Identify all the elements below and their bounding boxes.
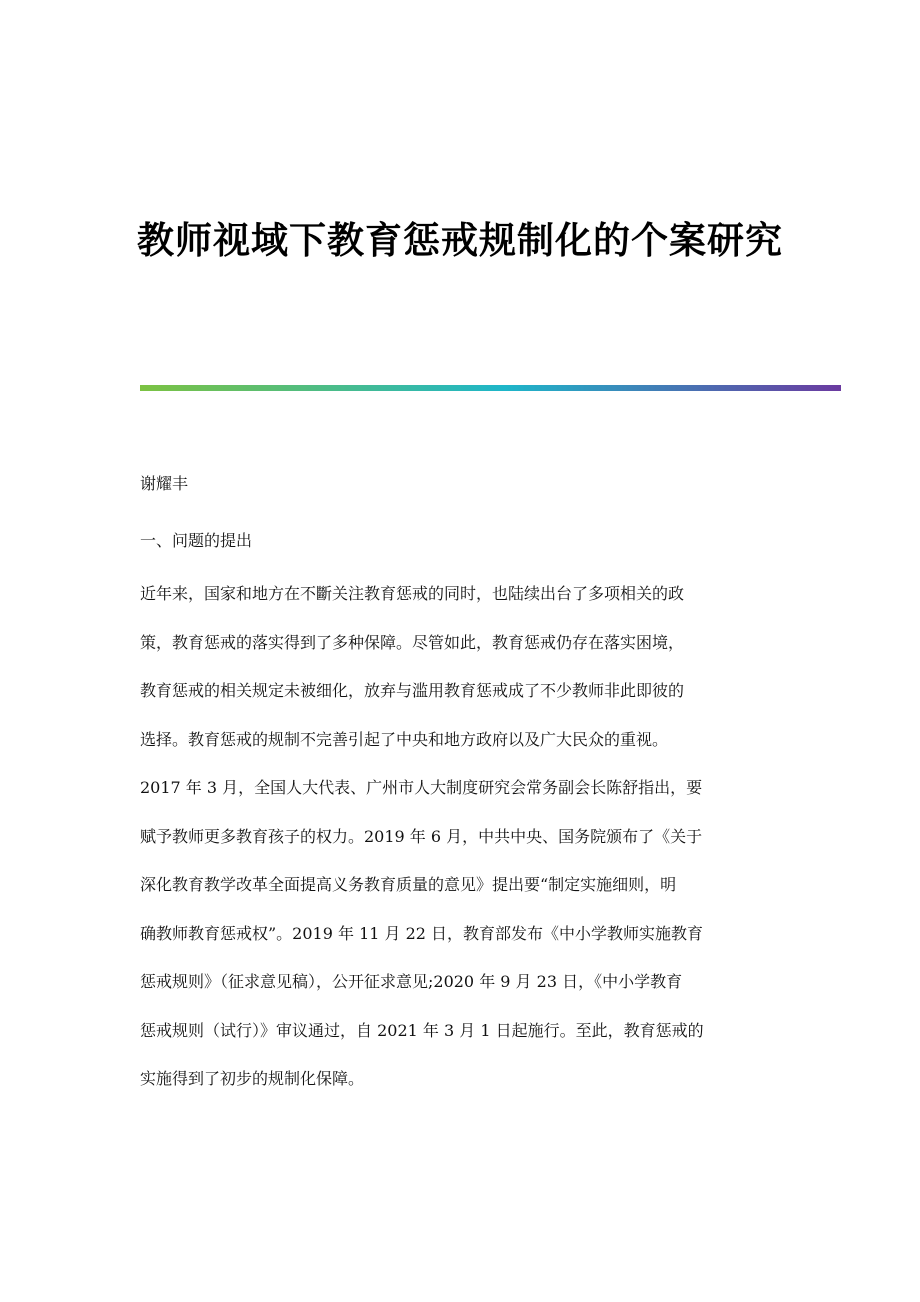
body-paragraph [140,580,785,1114]
gradient-divider [140,385,841,391]
paragraph-line: 2017 年 3 月，全国人大代表、广州市人大制度研究会常务副会长陈舒指出，要 [140,778,703,797]
paragraph-line: 选择。教育惩戒的规制不完善引起了中央和地方政府以及广大民众的重视。 [140,729,669,749]
author-name: 谢耀丰 [140,474,189,493]
paragraph-line: 惩戒规则》（征求意见稿），公开征求意见;2020 年 9 月 23 日，《中小学教育 [140,972,683,991]
document-title: 教师视域下教育惩戒规制化的个案研究 [137,218,783,262]
paragraph-line: 近年来，国家和地方在不斷关注教育惩戒的同时，也陆续出台了多项相关的政 [140,584,685,603]
section-heading: 一、问题的提出 [140,531,253,550]
paragraph-line: 赋予教师更多教育孩子的权力。2019 年 6 月，中共中央、国务院颁布了《关于 [140,826,703,846]
paragraph-line: 策，教育惩戒的落实得到了多种保障。尽管如此，教育惩戒仍存在落实困境， [140,632,685,652]
paragraph-line: 教育惩戒的相关规定未被细化，放弃与滥用教育惩戒成了不少教师非此即彼的 [140,681,685,700]
paragraph-line: 确教师教育惩戒权”。2019 年 11 月 22 日，教育部发布《中小学教师实施教育 [140,923,704,943]
paragraph-line: 实施得到了初步的规制化保障。 [140,1069,365,1088]
paragraph-line: 深化教育教学改革全面提高义务教育质量的意见》提出要“制定实施细则，明 [140,875,677,894]
paragraph-line: 惩戒规则（试行）》审议通过，自 2021 年 3 月 1 日起施行。至此，教育惩戒的 [140,1020,704,1040]
